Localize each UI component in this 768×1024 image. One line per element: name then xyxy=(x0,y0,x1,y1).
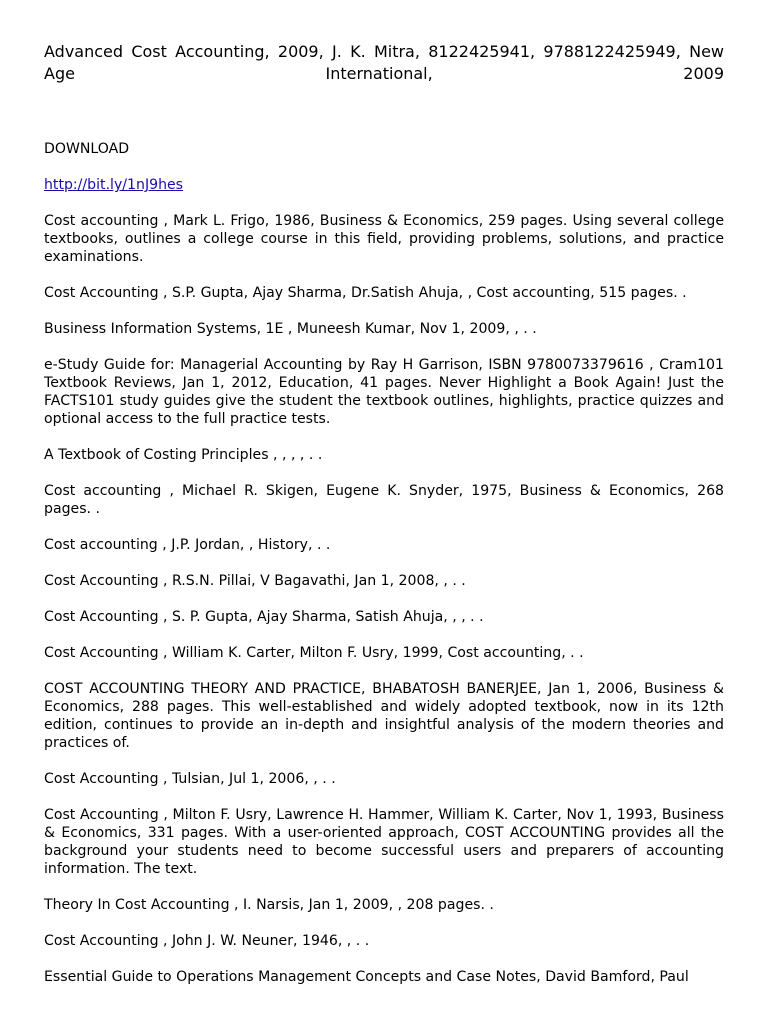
book-entry: e-Study Guide for: Managerial Accounting by Ray H Garrison, ISBN 9780073379616 , Cram101 Textbook Reviews, Jan 1, 2012, Education, 41 pages. Never Highlight a Book Again! Just the FACTS101 study guides give the student the textbook outlines, highlights, practice quizzes and optional access to the full practice tests. xyxy=(44,357,724,427)
download-link-line xyxy=(44,176,724,194)
book-entry: Theory In Cost Accounting , I. Narsis, Jan 1, 2009, , 208 pages. . xyxy=(44,897,494,913)
book-entry: Cost Accounting , S.P. Gupta, Ajay Sharma, Dr.Satish Ahuja, , Cost accounting, 515 pages. . xyxy=(44,285,687,301)
book-entry: COST ACCOUNTING THEORY AND PRACTICE, BHABATOSH BANERJEE, Jan 1, 2006, Business & Economics, 288 pages. This well-established and widely adopted textbook, now in its 12th edition, continues to provide an in-depth and insightful analysis of the modern theories and practices of. xyxy=(44,681,724,751)
book-entry: Cost accounting , Michael R. Skigen, Eugene K. Snyder, 1975, Business & Economics, 268 pages. . xyxy=(44,483,724,517)
page-title: Advanced Cost Accounting, 2009, J. K. Mitra, 8122425941, 9788122425949, New Age International, 2009 xyxy=(44,42,724,83)
book-entry: Cost Accounting , R.S.N. Pillai, V Bagavathi, Jan 1, 2008, , . . xyxy=(44,573,466,589)
book-entry: A Textbook of Costing Principles , , , , . . xyxy=(44,447,323,463)
book-entry: Cost accounting , Mark L. Frigo, 1986, Business & Economics, 259 pages. Using several college textbooks, outlines a college course in this field, providing problems, solutions, and practice examinations. xyxy=(44,213,724,265)
download-link[interactable]: http://bit.ly/1nJ9hes xyxy=(44,177,184,193)
book-entry: Cost accounting , J.P. Jordan, , History, . . xyxy=(44,537,331,553)
download-label: DOWNLOAD xyxy=(44,141,130,157)
document-body xyxy=(44,140,724,986)
book-entry: Cost Accounting , Milton F. Usry, Lawrence H. Hammer, William K. Carter, Nov 1, 1993, Business & Economics, 331 pages. With a user-oriented approach, COST ACCOUNTING provides all the background your students need to become successful users and preparers of accounting information. The text. xyxy=(44,807,724,877)
book-entry: Cost Accounting , William K. Carter, Milton F. Usry, 1999, Cost accounting, . . xyxy=(44,645,584,661)
book-entry: Cost Accounting , S. P. Gupta, Ajay Sharma, Satish Ahuja, , , . . xyxy=(44,609,484,625)
book-entry: Business Information Systems, 1E , Muneesh Kumar, Nov 1, 2009, , . . xyxy=(44,321,537,337)
book-entry: Essential Guide to Operations Management Concepts and Case Notes, David Bamford, Paul xyxy=(44,969,689,985)
book-entry: Cost Accounting , Tulsian, Jul 1, 2006, , . . xyxy=(44,771,336,787)
book-entry: Cost Accounting , John J. W. Neuner, 1946, , . . xyxy=(44,933,370,949)
